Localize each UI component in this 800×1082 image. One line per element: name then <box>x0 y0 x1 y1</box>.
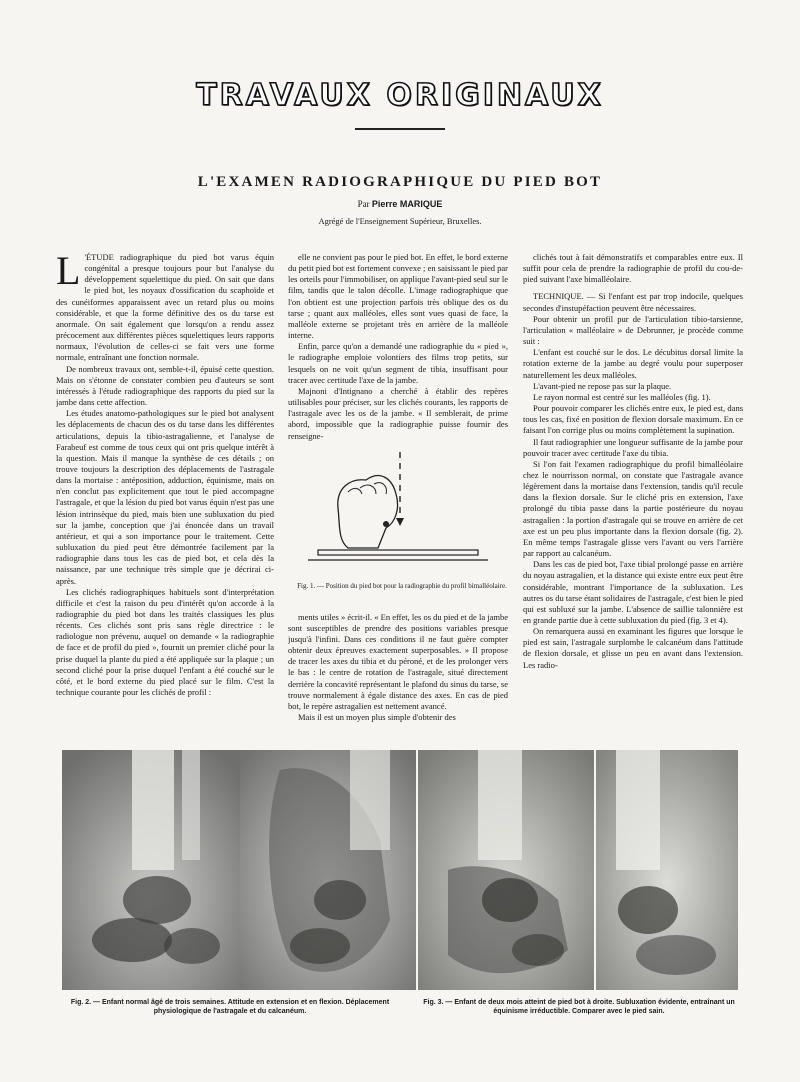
paragraph: L'enfant est couché sur le dos. Le décubitus dorsal limite la rotation externe de la jambe au degré voulu pour superposer naturellement les deux malléoles. <box>523 347 743 380</box>
paragraph: Enfin, parce qu'on a demandé une radiographie du « pied », le radiographe emploie volontiers des films trop petits, sur lesquels on ne voit qu'un segment de tibia, insuffisant pour tracer avec certitude l'axe de la jambe. <box>288 341 508 385</box>
paragraph: TECHNIQUE. — Si l'enfant est par trop indocile, quelques secondes d'instupéfaction peuvent être nécessaires. <box>523 291 743 313</box>
xray-fig2-flexion <box>240 750 416 990</box>
text-column-3 <box>523 252 743 732</box>
author-name: Pierre MARIQUE <box>371 199 443 209</box>
foot-positioning-illustration <box>288 448 508 578</box>
byline-prefix: Par <box>357 199 370 209</box>
figure-1-caption: Fig. 1. — Position du pied bot pour la radiographie du profil bimalléolaire. <box>297 581 507 590</box>
author-affiliation: Agrégé de l'Enseignement Supérieur, Bruxelles. <box>318 216 482 226</box>
drop-cap: L <box>56 252 81 293</box>
figure-2-caption <box>60 998 400 1016</box>
figure-1 <box>288 448 508 608</box>
paragraph: De nombreux travaux ont, semble-t-il, épuisé cette question. Mais on s'étonne de constater combien peu d'auteurs se sont intéressés à l'étude radiographique des rapports du pied sur la jambe dans cette affection. <box>56 363 274 408</box>
paragraph-text: 'ÉTUDE radiographique du pied bot varus équin congénital a presque toujours pour but l'analyse du développement squelettique du pied. On sait que dans le pied bot, les noyaux d'ossification du scaphoïde et des cunéiformes apparaissent avec un retard plus ou moins considérable, et que la forme définitive des os du tarse est anormale. On sait également que lorsqu'on a rendu assez précocement aux différentes pièces squelettiques leurs rapports normaux, l'évolution de celles-ci se fait vers une forme normale, entraînant une fonction normale. <box>56 252 274 363</box>
paragraph: Majnoni d'Intignano a cherché à établir des repères utilisables pour préciser, sur les clichés courants, les rapports de l'astragale avec les os de la jambe. « Il semblerait, de prime abord, impossible que la radiographie puisse fournir des renseigne- <box>288 385 508 441</box>
paragraph <box>56 252 274 364</box>
article-title: L'EXAMEN RADIOGRAPHIQUE DU PIED BOT <box>197 174 603 190</box>
figure-3-caption-text: Fig. 3. — Enfant de deux mois atteint de pied bot à droite. Subluxation évidente, entraînant un équinisme irréductible. Comparer avec le pied sain. <box>423 999 735 1015</box>
xray-fig3-left <box>418 750 594 990</box>
figure-2-caption-text: Fig. 2. — Enfant normal âgé de trois semaines. Attitude en extension et en flexion. Déplacement physiologique de l'astragale et du calcanéum. <box>70 999 390 1015</box>
paragraph: Il faut radiographier une longueur suffisante de la jambe pour pouvoir tracer avec certitude l'axe du tibia. <box>523 436 743 458</box>
paragraph: On remarquera aussi en examinant les figures que lorsque le pied est sain, l'astragale surplombe le calcanéum dans l'attitude de flexion dorsale, et glisse un peu en avant dans l'extension. Les radio- <box>523 626 743 670</box>
header-rule <box>355 128 445 130</box>
paragraph: elle ne convient pas pour le pied bot. En effet, le bord externe du petit pied bot est fortement convexe ; en saisissant le pied par les orteils pour l'immobiliser, on applique l'avant-pied seul sur le film, tandis que le talon décolle. L'image radiographique que l'on obtient est une projection parfois très oblique des os du tarse ; quant aux malléoles, elles sont vues quasi de face, la malléole externe se projetant très en arrière de la malléole interne. <box>288 252 508 341</box>
paragraph: L'avant-pied ne repose pas sur la plaque. <box>533 380 672 391</box>
byline <box>0 199 800 209</box>
section-header: TRAVAUX ORIGINAUX <box>196 78 604 113</box>
paragraph: Mais il est un moyen plus simple d'obtenir des <box>298 712 456 723</box>
paragraph: clichés tout à fait démonstratifs et comparables entre eux. Il suffit pour cela de prendre la radiographie de profil du cou-de-pied suivant l'axe bimalléolaire. <box>523 252 743 285</box>
paragraph: Dans les cas de pied bot, l'axe tibial prolongé passe en arrière du noyau astragalien, et la distance qui existe entre eux peut être considérable, montrant l'importance de la subluxation. Les autres os du tarse étant solidaires de l'astragale, c'est bien le pied qui est subluxé sur la jambe. L'absence de saillie talonnière est en grande partie due à cette subluxation du pied (fig. 3 et 4). <box>523 559 743 625</box>
paragraph: Les clichés radiographiques habituels sont d'interprétation difficile et c'est la raison du peu d'intérêt qu'on accorde à la radiographie du pied bot dans les traités classiques les plus récents. Ces clichés sont pris sans règle directrice : le radiologue non prévenu, auquel on demande « la radiographie de face et de profil du pied », fournit un premier cliché pour la prise duquel la plante du pied a été appliquée sur la plaque ; un second cliché pour la prise duquel l'enfant a été couché sur le côté, et le bord externe du pied placé sur le film. C'est la technique courante pour les clichés de profil : <box>56 586 274 698</box>
figure-3-caption <box>418 998 740 1016</box>
paragraph: ments utiles » écrit-il. « En effet, les os du pied et de la jambe sont susceptibles de prendre des positions variables presque jusqu'à l'infini. Dans ces conditions il ne faut guère compter obtenir deux épreuves exactement superposables. » Il propose de tracer les axes du tibia et du péroné, et de les prolonger vers le bas : le centre de rotation de l'astragale, situé directement derrière la concavité représentant le plafond du sinus du tarse, se trouve normalement à égale distance des axes. En cas de pied bot, le repère astragalien est nettement avancé. <box>288 611 508 711</box>
paragraph: Pour pouvoir comparer les clichés entre eux, le pied est, dans tous les cas, fixé en position de flexion dorsale maximum. En ce faisant l'on corrige plus ou moins complètement la supination. <box>523 403 743 436</box>
xray-fig3-right <box>596 750 738 990</box>
xray-fig2-extension <box>62 750 240 990</box>
paragraph: Les études anatomo-pathologiques sur le pied bot analysent les déplacements de chacun des os du tarse dans les différentes articulations, depuis la tibio-astragalienne, et l'analyse de Farabeuf est comme de tous ceux qui ont pris quelque intérêt à la question. Mais il manque la synthèse de ces détails ; on trouve toujours la description des déplacements de l'astragale dans la mortaise : antéposition, adduction, équinisme, mais on n'en conclut pas explicitement que tout le pied accompagne l'astragale, et que la lésion du pied bot varus équin n'est pas une lésion intrinsèque du pied, mais bien une subluxation du pied sur la jambe, conception que j'ai énoncée dans un travail antérieur, et qui a son importance pour le traitement. Cette subluxation du pied peut être démontrée facilement par la radiographie dans tous les cas de pied bot, et cela dès la naissance, par une technique très simple que je décrirai ci-après. <box>56 408 274 586</box>
text-column-1 <box>56 252 274 732</box>
text-column-2 <box>288 252 508 732</box>
paragraph: Pour obtenir un profil pur de l'articulation tibio-tarsienne, l'articulation « malléolaire » de Debrunner, je procède comme suit : <box>523 313 743 347</box>
paragraph: Si l'on fait l'examen radiographique du profil bimalléolaire chez le nourrisson normal, on constate que l'astragale avance légèrement dans la mortaise dans l'extension, tandis qu'il recule dans la flexion dorsale. Sur le cliché pris en extension, l'axe prolongé du tibia passe dans la partie postérieure du noyau astragalien : la portion d'astragale qui se trouve en arrière de cet axe est un peu plus importante dans la flexion dorsale (fig. 2). En même temps l'astragale glisse vers l'avant ou vers l'arrière par rapport au calcanéum. <box>523 458 743 559</box>
paragraph: Le rayon normal est centré sur les malléoles (fig. 1). <box>533 391 711 402</box>
